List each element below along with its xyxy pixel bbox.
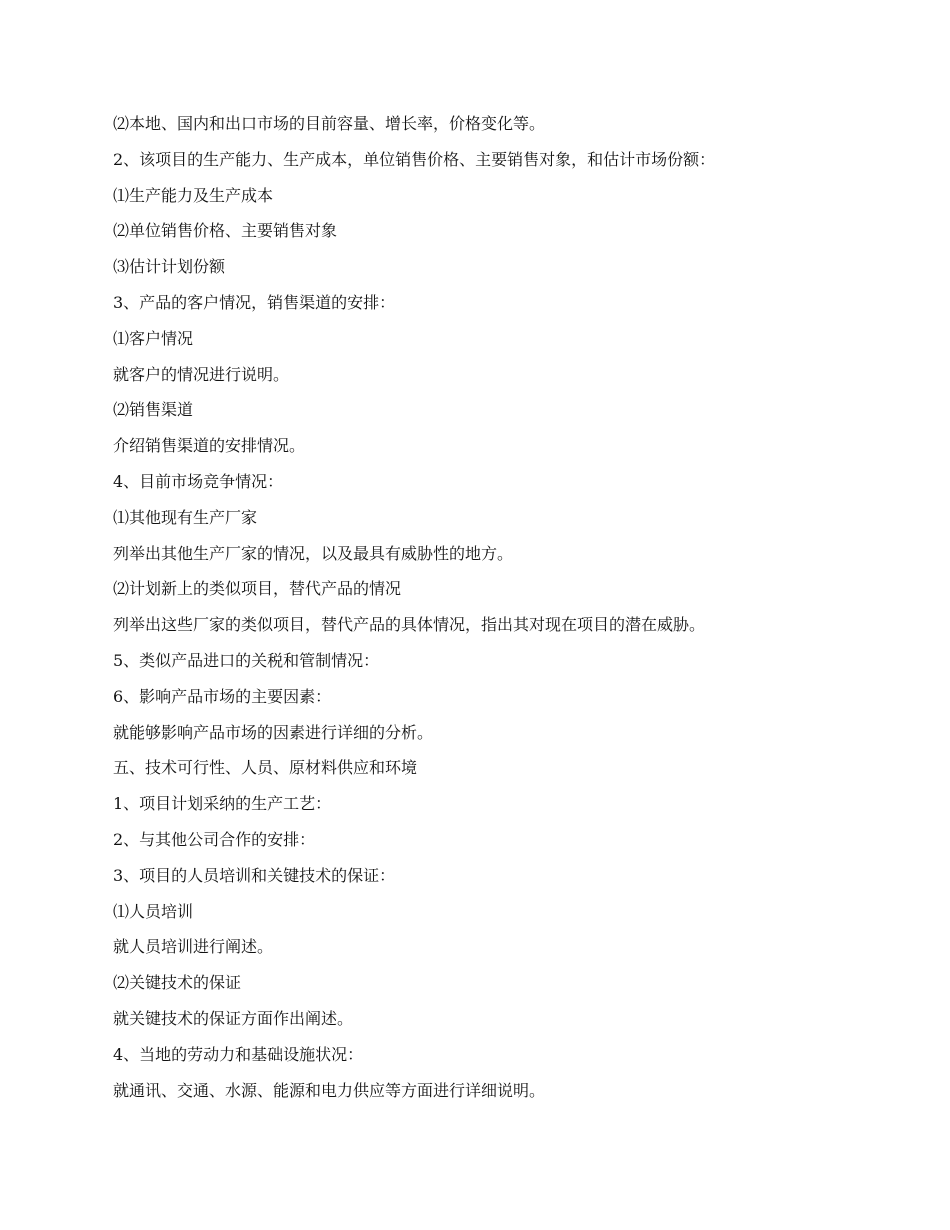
text-line: 列举出其他生产厂家的情况，以及最具有威胁性的地方。 (113, 543, 514, 563)
text-line: 就人员培训进行阐述。 (113, 937, 274, 957)
text-line: ⑴客户情况 (113, 328, 194, 348)
text-line: 就通讯、交通、水源、能源和电力供应等方面进行详细说明。 (113, 1080, 546, 1100)
text-line: 2、该项目的生产能力、生产成本，单位销售价格、主要销售对象，和估计市场份额： (113, 149, 716, 169)
text-line: 列举出这些厂家的类似项目，替代产品的具体情况，指出其对现在项目的潜在威胁。 (113, 615, 706, 635)
text-line: ⑴生产能力及生产成本 (113, 185, 274, 205)
text-line: ⑵销售渠道 (113, 400, 194, 420)
text-line: 5、类似产品进口的关税和管制情况： (113, 650, 380, 670)
text-line: 4、当地的劳动力和基础设施状况： (113, 1044, 364, 1064)
text-line: 3、项目的人员培训和关键技术的保证： (113, 865, 396, 885)
text-line: 6、影响产品市场的主要因素： (113, 686, 332, 706)
text-line: ⑵本地、国内和出口市场的目前容量、增长率，价格变化等。 (113, 114, 546, 133)
text-line: ⑶估计计划份额 (113, 257, 226, 277)
text-line: 五、技术可行性、人员、原材料供应和环境 (113, 758, 418, 778)
text-line: ⑵计划新上的类似项目，替代产品的情况 (113, 579, 402, 599)
text-line: 3、产品的客户情况，销售渠道的安排： (113, 292, 396, 312)
text-line: 4、目前市场竞争情况： (113, 471, 284, 491)
text-line: 就客户的情况进行说明。 (113, 364, 290, 384)
text-line: 就能够影响产品市场的因素进行详细的分析。 (113, 722, 434, 742)
text-line: 介绍销售渠道的安排情况。 (113, 436, 306, 456)
text-line: ⑴其他现有生产厂家 (113, 507, 258, 527)
text-line: ⑵单位销售价格、主要销售对象 (113, 221, 338, 241)
text-line: 就关键技术的保证方面作出阐述。 (113, 1008, 354, 1028)
text-line: 2、与其他公司合作的安排： (113, 829, 316, 849)
text-line: ⑴人员培训 (113, 901, 194, 921)
text-line: 1、项目计划采纳的生产工艺： (113, 794, 332, 814)
text-line: ⑵关键技术的保证 (113, 973, 242, 993)
document-body (113, 106, 873, 1108)
